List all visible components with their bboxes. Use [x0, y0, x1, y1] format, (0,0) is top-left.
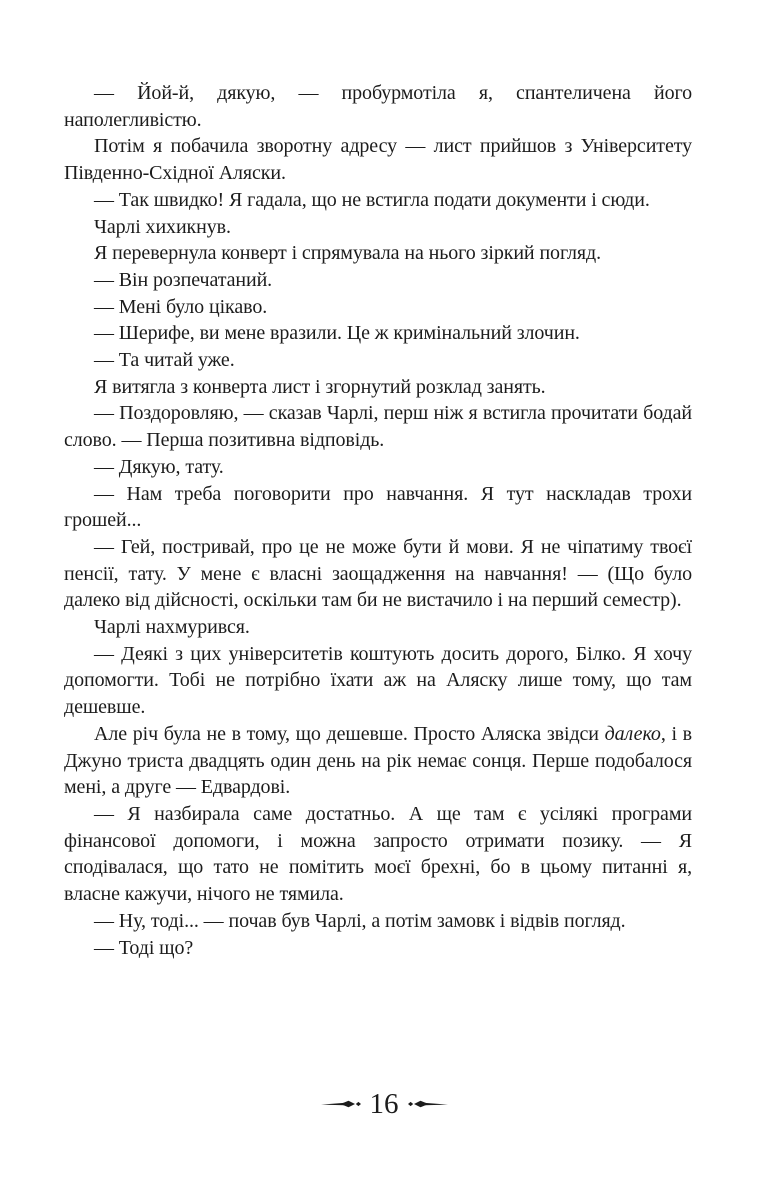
paragraph — [64, 347, 692, 374]
paragraph — [64, 721, 692, 801]
text-segment: — Він розпечатаний. — [94, 268, 273, 291]
text-segment: , і в Джуно триста двадцять один день на рік немає сонця. Перше подобалося мені, а друге — Едвардові. — [64, 722, 692, 799]
text-segment: — Та читай уже. — [94, 349, 235, 372]
paragraph — [64, 374, 692, 401]
paragraph — [64, 481, 692, 534]
paragraph — [64, 801, 692, 908]
footer-ornament-left-icon — [321, 1098, 361, 1110]
text-segment: — Деякі з цих університетів коштують досить дорого, Білко. Я хочу допомогти. Тобі не потрібно їхати аж на Аляску лише тому, що там дешевше. — [64, 642, 692, 719]
italic-text-segment: далеко — [604, 722, 661, 745]
text-segment: — Ну, тоді... — почав був Чарлі, а потім замовк і відвів погляд. — [94, 909, 626, 932]
text-segment: — Я назбирала саме достатньо. А ще там є усілякі програми фінансової допомоги, і можна запросто отримати позику. — Я сподівалася, що тато не помітить моєї брехні, бо в цьому питанні я, власне кажучи, нічого не тямила. — [64, 802, 692, 906]
paragraph — [64, 534, 692, 614]
paragraph — [64, 133, 692, 186]
text-segment: Але річ була не в тому, що дешевше. Просто Аляска звідси — [94, 722, 605, 745]
text-segment: — Поздоровляю, — сказав Чарлі, перш ніж я встигла прочитати бодай слово. — Перша позитивна відповідь. — [64, 402, 692, 452]
paragraph — [64, 80, 692, 133]
paragraph — [64, 935, 692, 962]
text-segment: — Шерифе, ви мене вразили. Це ж кримінальний злочин. — [94, 322, 580, 345]
paragraph — [64, 641, 692, 721]
paragraph — [64, 454, 692, 481]
text-segment: Я перевернула конверт і спрямувала на нього зіркий погляд. — [94, 242, 601, 265]
text-segment: — Так швидко! Я гадала, що не встигла подати документи і сюди. — [94, 188, 650, 211]
text-segment: Я витягла з конверта лист і згорнутий розклад занять. — [94, 375, 546, 398]
text-segment: — Тоді що? — [94, 936, 194, 959]
paragraph — [64, 908, 692, 935]
paragraph — [64, 214, 692, 241]
text-segment: — Гей, постривай, про це не може бути й мови. Я не чіпатиму твоєї пенсії, тату. У мене є власні заощадження на навчання! — (Що було далеко від дійсності, оскільки там би не вистачило і на перший семестр). — [64, 535, 692, 612]
text-segment: — Йой-й, дякую, — пробурмотіла я, спантеличена його наполегливістю. — [64, 82, 692, 131]
paragraph — [64, 267, 692, 294]
paragraph — [64, 187, 692, 214]
text-segment: Потім я побачила зворотну адресу — лист прийшов з Університету Південно-Східної Аляски. — [64, 135, 692, 185]
text-segment: — Нам треба поговорити про навчання. Я тут наскладав трохи грошей... — [64, 482, 692, 532]
paragraph — [64, 400, 692, 453]
paragraph — [64, 614, 692, 641]
text-segment: Чарлі хихикнув. — [94, 215, 231, 238]
paragraph — [64, 240, 692, 267]
page-footer — [0, 1088, 768, 1120]
paragraph — [64, 294, 692, 321]
text-block — [64, 80, 692, 961]
text-segment: — Дякую, тату. — [94, 455, 224, 478]
text-segment: Чарлі нахмурився. — [94, 616, 250, 639]
footer-ornament-right-icon — [408, 1098, 448, 1110]
text-segment: — Мені було цікаво. — [94, 295, 268, 318]
page-number: 16 — [369, 1088, 399, 1120]
paragraph — [64, 320, 692, 347]
